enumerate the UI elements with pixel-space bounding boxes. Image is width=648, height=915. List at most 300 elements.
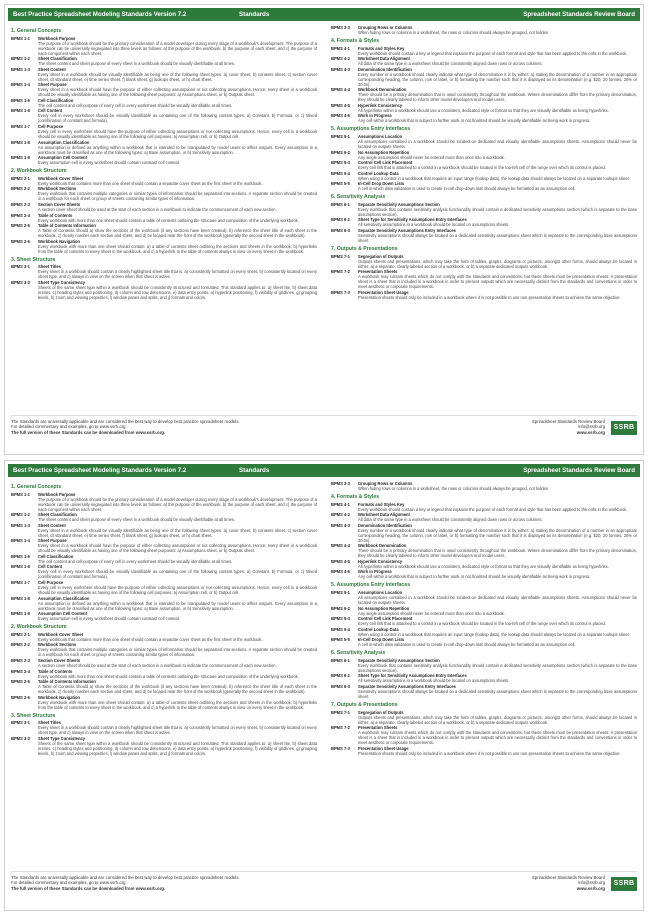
standard-description: Presentation sheets should only be included in a workbook where it is not possible to use non-presentation sheets to achieve the same objective. (358, 294, 621, 300)
standard-body (358, 569, 637, 579)
footer-line-1: The Standards are universally applicable and are considered the best way to develop best practice spreadsheet models. (11, 419, 240, 424)
standard-code: BPMS 5-1 (331, 589, 350, 595)
standard-body (38, 213, 317, 223)
standard-description: Any cell within a workbook that is subject to further work or not finalized should be visually identifiable as being work in progress. (358, 118, 591, 124)
section-heading: 6. Sensitivity Analysis (331, 650, 386, 657)
right-column (331, 25, 637, 411)
standard-code: BPMS 6-3 (331, 228, 350, 234)
standard-body (358, 269, 637, 289)
standard-title: Worksheet Data Alignment (358, 512, 410, 518)
standard-code: BPMS 2-1 (11, 631, 30, 637)
standard-body (358, 25, 637, 35)
footer-site-link[interactable]: www.ssrb.org (576, 885, 605, 891)
standard-code: BPMS 7-3 (331, 745, 350, 751)
standard-title: Formats and Styles Key (358, 501, 405, 507)
standard-code: BPMS 1-2 (11, 56, 30, 62)
standard-body (358, 627, 637, 637)
standard-description: Every workbook that contains multiple categories or similar types of information should be separated into sections. A separate section should be created in a workbook for each sheet or group of sheets containing similar types of information. (38, 191, 317, 202)
standard-title: Separate Sensitivity Assumptions Entry Interfaces (358, 228, 456, 234)
standard-body (358, 673, 637, 683)
standard-code: BPMS 5-5 (331, 181, 350, 187)
standard-item (331, 160, 637, 170)
standard-item (331, 202, 637, 217)
standard-body (38, 658, 317, 668)
standard-code: BPMS 7-1 (331, 253, 350, 259)
standard-title: Assumption Classification (38, 139, 90, 145)
standard-title: Cell Classification (38, 97, 74, 103)
standard-title: Separate Sensitivity Assumptions Entry Interfaces (358, 684, 456, 690)
standard-title: Workbook Sections (38, 642, 77, 648)
standard-body (38, 564, 317, 579)
standard-title: Sheet Content (38, 522, 66, 528)
standard-title: Table of Contents (38, 212, 73, 218)
standard-body (358, 710, 637, 725)
section-heading: 7. Outputs & Presentations (331, 246, 398, 253)
standard-item (11, 632, 317, 642)
standard-title: Sheet Content (38, 66, 66, 72)
standard-item (331, 512, 637, 522)
standard-title: Formats and Styles Key (358, 45, 405, 51)
section-heading: 6. Sensitivity Analysis (331, 194, 386, 201)
standard-description: The cell content and cell purpose of every cell in every worksheet should be visually identifiable at all times. (38, 558, 233, 564)
standard-description: Every cell in every worksheet should be visually identifiable as containing one of the following content types: a) Constant, b) Formula, or c) Mixed (combination of constant and formula). (38, 113, 317, 124)
standard-item (331, 113, 637, 123)
standard-description: Every workbook that contains sensitivity analysis functionality should contain a dedicated sensitivity assumptions section (which is separate to the base assumptions section). (358, 662, 637, 673)
standard-title: Assumptions Location (358, 133, 403, 139)
standard-body (358, 254, 637, 269)
standard-body (38, 98, 317, 108)
standard-description: Every cell in every worksheet should be visually identifiable as containing one of the following content types: a) Constant, b) Formula, or c) Mixed (combination of constant and formula). (38, 569, 317, 580)
standard-body (358, 523, 637, 543)
standard-body (358, 543, 637, 558)
standard-body (38, 512, 317, 522)
standard-title: Sheet Classification (38, 56, 77, 62)
standard-item (11, 202, 317, 212)
standard-code: BPMS 3-3 (331, 481, 350, 486)
standard-item (331, 502, 637, 512)
footer (11, 415, 637, 449)
standard-description: Any single assumption should never be entered more than once into a workbook. (358, 154, 505, 160)
standard-title: Cell Purpose (38, 124, 64, 130)
standard-item (331, 217, 637, 227)
footer-line-3: The full version of these Standards can be downloaded from www.ssrb.org. (11, 429, 166, 435)
standard-title: Sheet Type Consistency (38, 735, 86, 741)
standard-code: BPMS 3-1 (11, 264, 30, 270)
standard-code: BPMS 1-1 (11, 35, 30, 41)
standard-code: BPMS 6-2 (331, 673, 350, 679)
standard-body (358, 684, 637, 699)
standard-description: Every cell link that is attached to a control in a workbook should be located in the top-left cell of the range over which its control is placed. (358, 621, 606, 627)
left-column (11, 25, 317, 411)
standard-code: BPMS 3-2 (11, 735, 30, 741)
standard-description: An assumption is defined as anything within a workbook that is intended to be manipulated by model users to affect outputs. Every assumption in a workbook must be classified as one of the following types: a) Base assumption, or b) Sensitivity assumption. (38, 144, 317, 155)
standard-description: Every assumption cell in every worksheet should contain constant cell content. (38, 160, 181, 166)
standard-title: Workbook Purpose (38, 491, 76, 497)
standard-description: Every workbook that contains sensitivity analysis functionality should contain a dedicated sensitivity assumptions section (which is separate to the base assumptions section). (358, 206, 637, 217)
standard-description: Sensitivity assumptions should always be located on a dedicated sensitivity assumptions sheet which is separate to the corresponding base assumptions sheet. (358, 689, 637, 700)
standard-code: BPMS 3-3 (331, 25, 350, 30)
footer-org: Spreadsheet Standards Review Board (531, 419, 605, 424)
standard-title: Workbook Denomination (358, 543, 407, 549)
standard-item (331, 637, 637, 647)
standard-description: All assumptions contained in a workbook should be located on dedicated and visually identifiable assumptions sheets. Assumptions should never be located on outputs sheets. (358, 594, 637, 605)
standard-body (38, 36, 317, 56)
standard-item (11, 67, 317, 82)
standard-item (331, 658, 637, 673)
standard-item (11, 108, 317, 123)
standard-body (358, 502, 637, 512)
standard-description: All data of the same type in a worksheet should be consistently aligned down rows or across columns. (358, 61, 543, 67)
standard-description: Every sheet in a workbook should have the purpose of either collecting assumptions or not collecting assumptions. Hence, every sheet in a workbook should be visually identifiable as having one of the following sheet purposes: a) Assumptions sheet, or b) Outputs sheet. (38, 543, 317, 554)
standard-title: Sheet Type for Sensitivity Assumptions Entry Interfaces (358, 217, 467, 223)
standard-item (331, 710, 637, 725)
standard-code: BPMS 1-3 (11, 522, 30, 528)
standard-description: Every workbook with more than one sheet should contain: a) a table of contents sheet outlining the sections and sheets in the workbook, b) hyperlinks from the table of contents to every sheet in the workbook, and c) a hyperlink to the table of contents always in view on every sheet in the workbook. (38, 699, 317, 710)
standard-item (331, 67, 637, 87)
footer-line-2: For detailed commentary and examples, go to www.ssrb.org (11, 880, 126, 886)
standard-code: BPMS 1-7 (11, 124, 30, 130)
standard-body (38, 186, 317, 201)
standard-description: Every sheet in a workbook should contain a clearly highlighted sheet title that is: a) consistently formatted on every sheet, b) consistently located on every sheet type, and c) always in view on the screen when that sheet is active. (38, 269, 317, 280)
standard-item (331, 103, 637, 113)
standard-title: Section Cover Sheets (38, 201, 81, 207)
standard-title: Workbook Navigation (38, 238, 81, 244)
standard-item (331, 150, 637, 160)
standard-body (38, 669, 317, 679)
standard-description: All assumptions contained in a workbook should be located on dedicated and visually identifiable assumptions sheets. Assumptions should never be located on outputs sheets. (358, 138, 637, 149)
standard-body (358, 217, 637, 227)
standard-code: BPMS 3-2 (11, 279, 30, 285)
standard-title: Section Cover Sheets (38, 657, 81, 663)
standard-description: Every workbook that contains more than one sheet should contain a separate cover sheet as the first sheet in the workbook. (38, 180, 263, 186)
standard-description: Every workbook with more than one sheet should contain a table of contents outlining the structure and composition of the underlying workbook. (38, 217, 299, 223)
standard-title: Table of Contents Information (38, 679, 96, 685)
standard-title: Presentation Sheets (358, 725, 398, 731)
standard-code: BPMS 4-4 (331, 87, 350, 93)
standard-description: Every sheet in a workbook should be visually identifiable as being one of the following sheet types: a) cover sheet, b) contents sheet, c) section cover sheet, d) standard sheet, e) time series sheet, f) blank sheet, g) lookups sheet, or h) chart sheet. (38, 71, 317, 82)
footer-org: Spreadsheet Standards Review Board (531, 875, 605, 880)
standard-item (11, 213, 317, 223)
standard-item (331, 481, 637, 491)
section-heading: 2. Workbook Structure (11, 168, 67, 175)
standard-description: Every number in a workbook should clearly indicate what type of denomination it is by either: a) stating the denomination of a number in an appropriate corresponding heading, the column, row or label, or b) formatting the number such that it is displayed as its denomination (e.g. $20, 20 tonnes, 20% or 20.0x). (358, 527, 637, 543)
standard-description: When using a control in a workbook that requires an input range (lookup data), the lookup data should always be located on a separate lookups sheet. (358, 631, 630, 637)
standard-title: No Assumption Repetition (358, 605, 410, 611)
standard-description: Sheets of the same sheet type within a workbook should be consistently structured and formatted. This standard applies to: a) sheet tite, b) sheet data entries, c) heading styles and positioning, d) column and row dimensions, e) data entry points, a) hyperlink positioning, f) visibility of gridlines, g) grouping levels, h) zoom and viewing properties, i) window panes and splits, and j) formats and colors. (38, 740, 317, 756)
header-section-label: Standards (239, 11, 270, 18)
standard-code: BPMS 6-3 (331, 684, 350, 690)
standard-title: Cell Classification (38, 553, 74, 559)
standard-body (38, 264, 317, 279)
standard-title: Control Cell Link Placement (358, 160, 413, 166)
footer (11, 871, 637, 905)
standard-title: In-Cell Drop Down Lists (358, 637, 405, 643)
standard-code: BPMS 5-2 (331, 605, 350, 611)
standard-body (38, 538, 317, 553)
standard-title: Assumption Cell Content (38, 155, 87, 161)
standard-item (331, 606, 637, 616)
standard-description: Every sheet in a workbook should contain a clearly highlighted sheet title that is: a) consistently formatted on every sheet, b) consistently located on every sheet type, and c) always in view on the screen when that sheet is active. (38, 725, 317, 736)
standard-title: Control Lookup Data (358, 170, 399, 176)
section-heading: 2. Workbook Structure (11, 624, 67, 631)
standard-description: When hiding rows or columns in a worksheet, the rows or columns should always be grouped, not hidden. (358, 30, 550, 35)
standard-description: All data of the same type in a worksheet should be consistently aligned down rows or across columns. (358, 517, 543, 523)
standard-title: Control Lookup Data (358, 626, 399, 632)
standard-item (11, 642, 317, 657)
standard-body (358, 746, 637, 756)
standard-code: BPMS 4-6 (331, 569, 350, 575)
standards-page-2 (4, 460, 644, 911)
standard-code: BPMS 4-3 (331, 522, 350, 528)
standard-code: BPMS 1-9 (11, 611, 30, 617)
standard-description: There should be a primary denomination that is used consistently throughout the workbook. Where denominations differ from the primary denomination, they should be clearly labeled to inform other model developers and model users. (358, 92, 637, 103)
standard-body (358, 228, 637, 243)
standard-code: BPMS 5-5 (331, 637, 350, 643)
footer-line-3: The full version of these Standards can be downloaded from www.ssrb.org. (11, 885, 166, 891)
standard-item (331, 523, 637, 543)
standard-item (331, 627, 637, 637)
standard-item (331, 725, 637, 745)
standard-code: BPMS 5-1 (331, 133, 350, 139)
header-org-name: Spreadsheet Standards Review Board (523, 467, 635, 474)
standard-body (358, 725, 637, 745)
standard-code: BPMS 2-4 (11, 668, 30, 674)
section-heading: 1. General Concepts (11, 28, 62, 34)
standard-description: A workbook may contain sheets which do not comply with the standards and conventions, but these sheets must be presentation sheets. A presentation sheet is a sheet that is included in a workbook in order to present outputs which are necessarily distinct from the standards and conventions in order to meet aesthetic or corporate requirements. (358, 274, 637, 290)
standard-title: Assumption Classification (38, 595, 90, 601)
standard-description: Presentation sheets should only be included in a workbook where it is not possible to use non-presentation sheets to achieve the same objective. (358, 750, 621, 756)
standard-item (11, 98, 317, 108)
standard-title: Cell Purpose (38, 580, 64, 586)
footer-notes (11, 875, 465, 905)
standard-title: Workbook Purpose (38, 35, 76, 41)
footer-line-2: For detailed commentary and examples, go to www.ssrb.org (11, 424, 126, 430)
standard-item (331, 228, 637, 243)
standard-description: Every sheet in a workbook should have the purpose of either collecting assumptions or not collecting assumptions. Hence, every sheet in a workbook should be visually identifiable as having one of the following sheet purposes: a) Assumptions sheet, or b) Outputs sheet. (38, 87, 317, 98)
standard-code: BPMS 1-8 (11, 139, 30, 145)
standard-item (331, 269, 637, 289)
standard-body (38, 82, 317, 97)
standard-description: Every cell in every worksheet should have the purpose of either collecting assumptions or not collecting assumptions. Hence, every cell in a workbook should be visually identifiable as having one of the following cell purposes: a) Assumption cell, or b) Output cell. (38, 585, 317, 596)
standard-item (331, 134, 637, 149)
standard-code: BPMS 1-1 (11, 491, 30, 497)
standard-item (11, 140, 317, 155)
logo-wrap (611, 419, 637, 449)
standard-description: A section cover sheet should be used at the start of each section in a workbook to indicate the commencement of each new section. (38, 662, 277, 668)
standard-item (11, 36, 317, 56)
standard-code: BPMS 1-6 (11, 108, 30, 114)
footer-contact (465, 419, 611, 449)
standard-code: BPMS 5-4 (331, 626, 350, 632)
standard-item (11, 554, 317, 564)
standard-code: BPMS 1-4 (11, 538, 30, 544)
standard-code: BPMS 7-1 (331, 709, 350, 715)
standard-description: An assumption is defined as anything within a workbook that is intended to be manipulated by model users to affect outputs. Every assumption in a workbook must be classified as one of the following types: a) Base assumption, or b) Sensitivity assumption. (38, 600, 317, 611)
standard-title: Workbook Denomination (358, 87, 407, 93)
standard-item (11, 611, 317, 621)
standard-item (331, 56, 637, 66)
standard-title: Sheet Purpose (38, 538, 67, 544)
standard-code: BPMS 1-5 (11, 553, 30, 559)
standard-item (11, 124, 317, 139)
standard-body (38, 280, 317, 300)
standard-body (358, 616, 637, 626)
standard-body (358, 134, 637, 149)
standard-code: BPMS 2-3 (11, 201, 30, 207)
standards-page-1 (4, 4, 644, 455)
standard-description: All hyperlinks within a workbook should use a consistent, dedicated style or format so that they are visually identifiable as being hyperlinks. (358, 563, 609, 569)
section-heading: 4. Formats & Styles (331, 38, 380, 44)
standard-code: BPMS 4-2 (331, 512, 350, 518)
standard-code: BPMS 2-3 (11, 657, 30, 663)
standard-code: BPMS 1-5 (11, 97, 30, 103)
standard-title: Workbook Navigation (38, 694, 81, 700)
standard-description: All hyperlinks within a workbook should use a consistent, dedicated style or format so that they are visually identifiable as being hyperlinks. (358, 107, 609, 113)
standard-description: Outputs sheets and presentations, which may take the form of tables, graphs, diagrams or pictures, amongst other forms, should always be located in either: a) a separate, clearly labeled section of a workbook, or b) a separate dedicated outputs workbook. (358, 714, 637, 725)
standard-code: BPMS 7-3 (331, 289, 350, 295)
standard-body (358, 87, 637, 102)
standard-body (358, 637, 637, 647)
standard-code: BPMS 2-5 (11, 223, 30, 229)
standard-title: Sheet Purpose (38, 82, 67, 88)
content-columns (11, 481, 637, 867)
standard-description: Every workbook should contain a key or legend that explains the purpose of each format and style that has been applied to the cells in the workbook. (358, 50, 628, 56)
document-title: Best Practice Spreadsheet Modeling Standards Version 7.2 (13, 11, 187, 18)
standard-code: BPMS 1-4 (11, 82, 30, 88)
standard-body (38, 632, 317, 642)
standard-body (38, 492, 317, 512)
footer-email-link[interactable]: info@ssrb.org (578, 880, 605, 886)
standard-title: Workbook Cover Sheet (38, 631, 83, 637)
document-title: Best Practice Spreadsheet Modeling Standards Version 7.2 (13, 467, 187, 474)
standard-code: BPMS 2-5 (11, 679, 30, 685)
standard-title: Separate Sensitivity Assumptions Section (358, 201, 440, 207)
standard-title: Work in Progress (358, 569, 392, 575)
standard-description: The purpose of a workbook should be the primary consideration of a model developer during every stage of a workbook's development. The purpose of a workbook can be universally segregated into three levels as follows: a) the purpose of the workbook, b) the purpose of each sheet, and c) the purpose of each component within each sheet. (38, 496, 317, 512)
standard-title: Hyperlink Consistency (358, 558, 403, 564)
standard-title: No Assumption Repetition (358, 149, 410, 155)
standard-item (11, 239, 317, 254)
standard-code: BPMS 5-3 (331, 160, 350, 166)
standard-description: A cell in which data validation is used to create in-cell drop-down lists should always be formatted as an assumption cell. (358, 642, 576, 648)
standard-title: Sheet Type Consistency (38, 279, 86, 285)
standard-title: Work in Progress (358, 113, 392, 119)
section-heading: 3. Sheet Structure (11, 712, 56, 719)
standard-code: BPMS 1-2 (11, 512, 30, 518)
standard-title: Sheet Titles (38, 264, 61, 270)
standard-title: Cell Content (38, 564, 63, 570)
standard-body (38, 679, 317, 694)
standard-description: A cell in which data validation is used to create in-cell drop-down lists should always be formatted as an assumption cell. (358, 186, 576, 192)
standard-description: There should be a primary denomination that is used consistently throughout the workbook. Where denominations differ from the primary denomination, they should be clearly labeled to inform other model developers and model users. (358, 548, 637, 559)
ssrb-logo: SSRB (611, 421, 637, 435)
standard-item (331, 673, 637, 683)
header-bar (8, 464, 640, 477)
standard-code: BPMS 1-9 (11, 155, 30, 161)
standard-description: A Table of Contents should a) show the sections of the workbook (if any sections have been created), b) reference the sheet title of each sheet in the workbook, c) clearly number each section and sheet, and d) be located near the front of the workbook (generally the second sheet in the workbook). (38, 228, 317, 239)
standard-title: Workbook Sections (38, 186, 77, 192)
standard-code: BPMS 1-8 (11, 595, 30, 601)
standard-item (331, 181, 637, 191)
standard-description: Every workbook with more than one sheet should contain: a) a table of contents sheet outlining the sections and sheets in the workbook, b) hyperlinks from the table of contents to every sheet in the workbook, and c) a hyperlink to the table of contents always in view on every sheet in the workbook. (38, 243, 317, 254)
content-columns (11, 25, 637, 411)
standard-description: Every assumption cell in every worksheet should contain constant cell content. (38, 616, 181, 622)
standard-item (11, 223, 317, 238)
standard-code: BPMS 6-2 (331, 217, 350, 223)
section-heading: 7. Outputs & Presentations (331, 702, 398, 709)
standard-title: Cell Content (38, 108, 63, 114)
standard-item (11, 564, 317, 579)
standard-title: Grouping Rows or Columns (358, 481, 413, 486)
standard-title: Workbook Cover Sheet (38, 175, 83, 181)
standard-body (358, 290, 637, 300)
standard-code: BPMS 4-2 (331, 56, 350, 62)
standard-item (331, 543, 637, 558)
standard-description: A workbook may contain sheets which do not comply with the standards and conventions, but these sheets must be presentation sheets. A presentation sheet is a sheet that is included in a workbook in order to present outputs which are necessarily distinct from the standards and conventions in order to meet aesthetic or corporate requirements. (358, 730, 637, 746)
standard-body (358, 67, 637, 87)
logo-wrap (611, 875, 637, 905)
standard-item (11, 512, 317, 522)
standard-item (331, 746, 637, 756)
section-heading: 1. General Concepts (11, 484, 62, 490)
standard-code: BPMS 7-2 (331, 269, 350, 275)
standard-title: Worksheet Data Alignment (358, 56, 410, 62)
standard-body (38, 736, 317, 756)
standard-description: Sensitivity assumptions should always be located on a dedicated sensitivity assumptions sheet which is separate to the corresponding base assumptions sheet. (358, 233, 637, 244)
standard-item (11, 538, 317, 553)
standard-body (358, 181, 637, 191)
standard-body (358, 658, 637, 673)
standard-code: BPMS 4-4 (331, 543, 350, 549)
standard-body (38, 554, 317, 564)
standard-title: Assumption Cell Content (38, 611, 87, 617)
standard-title: Presentation Sheet Usage (358, 289, 409, 295)
standard-item (11, 492, 317, 512)
standard-title: Segregation of Outputs (358, 253, 404, 259)
standard-item (11, 523, 317, 538)
standard-title: Sheet Type for Sensitivity Assumptions Entry Interfaces (358, 673, 467, 679)
standard-item (331, 25, 637, 35)
standard-code: BPMS 2-6 (11, 694, 30, 700)
standard-body (358, 160, 637, 170)
standard-body (358, 590, 637, 605)
standard-item (11, 82, 317, 97)
standard-code: BPMS 2-6 (11, 238, 30, 244)
standard-description: The cell content and cell purpose of every cell in every worksheet should be visually identifiable at all times. (38, 102, 233, 108)
standard-code: BPMS 4-6 (331, 113, 350, 119)
standard-code: BPMS 2-2 (11, 642, 30, 648)
standard-body (358, 103, 637, 113)
standard-description: Any cell within a workbook that is subject to further work or not finalized should be visually identifiable as being work in progress. (358, 574, 591, 580)
standard-title: Presentation Sheet Usage (358, 745, 409, 751)
standard-item (331, 254, 637, 269)
standard-description: Every workbook with more than one sheet should contain a table of contents outlining the structure and composition of the underlying workbook. (38, 673, 299, 679)
standard-body (358, 56, 637, 66)
standard-code: BPMS 6-1 (331, 657, 350, 663)
standard-description: Every cell link that is attached to a control in a workbook should be located in the top-left cell of the range over which its control is placed. (358, 165, 606, 171)
standard-description: Every cell in every worksheet should have the purpose of either collecting assumptions or not collecting assumptions. Hence, every cell in a workbook should be visually identifiable as having one of the following cell purposes: a) Assumption cell, or b) Output cell. (38, 129, 317, 140)
footer-email-link[interactable]: info@ssrb.org (578, 424, 605, 430)
footer-site-link[interactable]: www.ssrb.org (576, 429, 605, 435)
standard-description: Sheets of the same sheet type within a workbook should be consistently structured and formatted. This standard applies to: a) sheet tite, b) sheet data entries, c) heading styles and positioning, d) column and row dimensions, e) data entry points, a) hyperlink positioning, f) visibility of gridlines, g) grouping levels, h) zoom and viewing properties, i) window panes and splits, and j) formats and colors. (38, 284, 317, 300)
standard-item (11, 596, 317, 611)
standard-item (11, 186, 317, 201)
standard-body (38, 108, 317, 123)
section-heading: 5. Assumptions Entry Interfaces (331, 126, 411, 133)
standard-description: When hiding rows or columns in a worksheet, the rows or columns should always be grouped, not hidden. (358, 486, 550, 491)
standard-description: Outputs sheets and presentations, which may take the form of tables, graphs, diagrams or pictures, amongst other forms, should always be located in either: a) a separate, clearly labeled section of a workbook, or b) a separate dedicated outputs workbook. (358, 258, 637, 269)
standard-description: Every number in a workbook should clearly indicate what type of denomination it is by either: a) stating the denomination of a number in an appropriate corresponding heading, the column, row or label, or b) formatting the number such that it is displayed as its denomination (e.g. $20, 20 tonnes, 20% or 20.0x). (358, 71, 637, 87)
